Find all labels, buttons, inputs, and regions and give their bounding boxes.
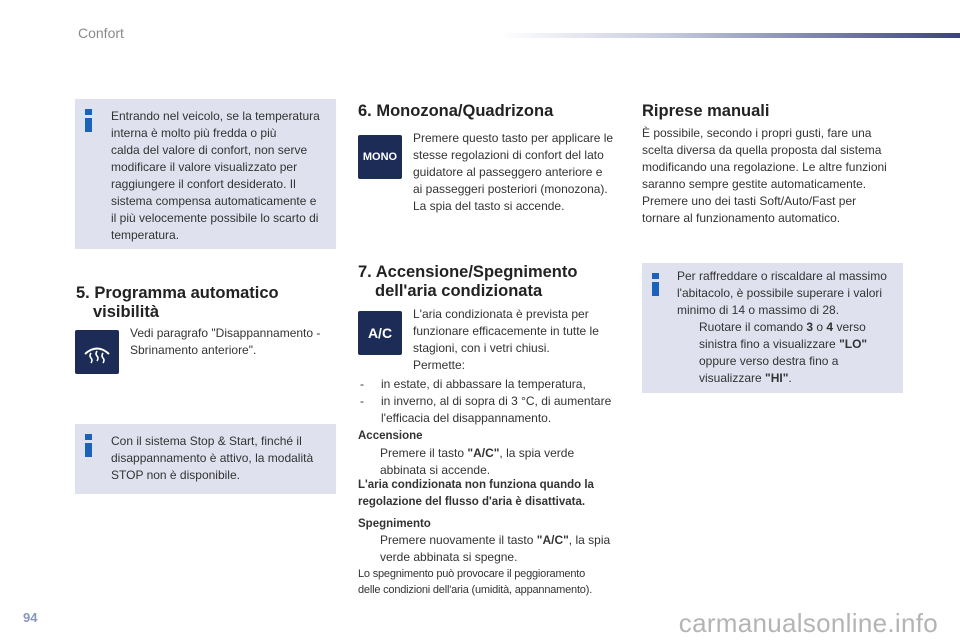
title-line: visibilità bbox=[93, 303, 160, 321]
info-note-text bbox=[111, 433, 333, 484]
accensione-heading: Accensione bbox=[358, 430, 423, 442]
manual-section-text bbox=[642, 125, 902, 227]
title-line: 7. Accensione/Spegnimento bbox=[358, 263, 578, 281]
text-fragment: Premere nuovamente il tasto bbox=[380, 533, 537, 547]
text-line: Premere questo tasto per applicare le bbox=[413, 131, 614, 145]
text-line: temperatura. bbox=[111, 228, 180, 242]
defrost-button-icon bbox=[75, 330, 119, 374]
display-value: "HI" bbox=[765, 371, 789, 385]
text-fragment: visualizzare bbox=[699, 371, 766, 385]
ac-label: A/C bbox=[367, 325, 393, 341]
text-line: verde abbinata si spegne. bbox=[380, 550, 518, 564]
text-fragment: , la spia bbox=[568, 533, 611, 547]
text-fragment: Premere il tasto bbox=[380, 446, 468, 460]
list-dash: - bbox=[360, 394, 364, 408]
title-line: 5. Programma automatico bbox=[76, 284, 279, 302]
text-line: Vedi paragrafo "Disappannamento - bbox=[130, 326, 321, 340]
text-line: regolazione del flusso d'aria è disattivata. bbox=[358, 496, 586, 508]
text-line: sistema compensa automaticamente e bbox=[111, 194, 317, 208]
text-line: Con il sistema Stop & Start, finché il bbox=[111, 434, 302, 448]
text-line: Per raffreddare o riscaldare al massimo bbox=[677, 269, 887, 283]
text-line: ai passeggeri posteriori (monozona). bbox=[413, 182, 608, 196]
defrost-icon bbox=[82, 340, 112, 364]
list-dash: - bbox=[360, 377, 364, 391]
info-note-max-temperature bbox=[642, 263, 903, 393]
text-line: funzionare efficacemente in tutte le bbox=[413, 324, 599, 338]
section-7-title bbox=[358, 263, 577, 301]
list-item bbox=[360, 393, 630, 427]
step-line bbox=[677, 336, 902, 353]
info-note-text bbox=[677, 268, 902, 387]
info-note-stop-start bbox=[75, 424, 336, 494]
section-title: Confort bbox=[78, 25, 124, 41]
text-line: È possibile, secondo i propri gusti, fare una bbox=[642, 126, 872, 140]
info-note-text bbox=[111, 108, 333, 244]
text-line: il più velocemente possibile lo scarto di bbox=[111, 211, 319, 225]
section-5-text bbox=[130, 325, 330, 359]
spegnimento-heading: Spegnimento bbox=[358, 518, 431, 530]
ac-button-icon bbox=[358, 311, 402, 355]
mono-label: MONO bbox=[362, 151, 398, 163]
text-line: scelta diversa da quella proposta dal sistema bbox=[642, 143, 882, 157]
display-value: "LO" bbox=[839, 337, 868, 351]
text-line: STOP non è disponibile. bbox=[111, 468, 240, 482]
text-line: l'abitacolo, è possibile superare i valori bbox=[677, 286, 883, 300]
text-line: Premere uno dei tasti Soft/Auto/Fast per bbox=[642, 194, 857, 208]
spegnimento-step bbox=[358, 532, 638, 566]
title-line: dell'aria condizionata bbox=[375, 282, 543, 300]
info-icon bbox=[85, 109, 92, 132]
text-line: l'efficacia del disappannamento. bbox=[381, 411, 552, 425]
text-line: Lo spegnimento può provocare il peggioramento bbox=[358, 568, 586, 580]
key-label: "A/C" bbox=[467, 446, 500, 460]
info-icon bbox=[85, 434, 92, 457]
text-fragment: . bbox=[788, 371, 792, 385]
text-fragment: Ruotare il comando bbox=[699, 320, 807, 334]
section-5-title bbox=[76, 284, 279, 322]
text-line: delle condizioni dell'aria (umidità, appannamento). bbox=[358, 584, 593, 596]
text-line: modificando una regolazione. Le altre funzioni bbox=[642, 160, 887, 174]
text-line: tornare al funzionamento automatico. bbox=[642, 211, 841, 225]
text-line: oppure verso destra fino a bbox=[699, 354, 839, 368]
text-line: Sbrinamento anteriore". bbox=[130, 343, 257, 357]
text-fragment: sinistra fino a visualizzare bbox=[699, 337, 840, 351]
manual-section-title: Riprese manuali bbox=[642, 102, 770, 120]
section-6-text bbox=[413, 130, 628, 215]
text-line: calda del valore di confort, non serve bbox=[111, 143, 308, 157]
text-line: raggiungere il confort desiderato. Il bbox=[111, 177, 296, 191]
text-fragment: o bbox=[813, 320, 827, 334]
text-line: guidatore al passeggero anteriore e bbox=[413, 165, 603, 179]
text-line: stesse regolazioni di confort del lato bbox=[413, 148, 604, 162]
text-line: Entrando nel veicolo, se la temperatura bbox=[111, 109, 320, 123]
section-6-title: 6. Monozona/Quadrizona bbox=[358, 102, 554, 120]
text-line: L'aria condizionata non funziona quando la bbox=[358, 479, 594, 491]
text-line: abbinata si accende. bbox=[380, 463, 491, 477]
text-line: in estate, di abbassare la temperatura, bbox=[381, 377, 586, 391]
text-fragment: verso bbox=[833, 320, 866, 334]
header-gradient-bar bbox=[500, 33, 960, 38]
text-line: stagioni, con i vetri chiusi. bbox=[413, 341, 550, 355]
step-line bbox=[677, 319, 902, 336]
text-line: modificare il valore visualizzato per bbox=[111, 160, 298, 174]
watermark: carmanualsonline.info bbox=[678, 608, 938, 638]
page-number: 94 bbox=[23, 610, 38, 625]
text-line: interna è molto più fredda o più bbox=[111, 126, 277, 140]
text-line: disappannamento è attivo, la modalità bbox=[111, 451, 314, 465]
text-line: minimo di 14 o massimo di 28. bbox=[677, 303, 840, 317]
section-7-intro bbox=[413, 306, 628, 374]
key-label: "A/C" bbox=[536, 533, 569, 547]
accensione-step bbox=[358, 445, 638, 479]
mono-button-icon bbox=[358, 135, 402, 179]
text-line: saranno sempre gestite automaticamente. bbox=[642, 177, 867, 191]
step-line bbox=[677, 370, 902, 387]
control-number: 3 bbox=[806, 320, 814, 334]
text-fragment: , la spia verde bbox=[499, 446, 575, 460]
control-number: 4 bbox=[826, 320, 834, 334]
text-line: in inverno, al di sopra di 3 °C, di aumentare bbox=[381, 394, 612, 408]
spegnimento-note bbox=[358, 566, 648, 598]
info-icon bbox=[652, 273, 659, 296]
warning-text bbox=[358, 477, 638, 511]
text-line: L'aria condizionata è prevista per bbox=[413, 307, 589, 321]
text-line: La spia del tasto si accende. bbox=[413, 199, 565, 213]
list-item bbox=[360, 376, 630, 393]
text-line: Permette: bbox=[413, 358, 466, 372]
info-note-temperature bbox=[75, 99, 336, 249]
